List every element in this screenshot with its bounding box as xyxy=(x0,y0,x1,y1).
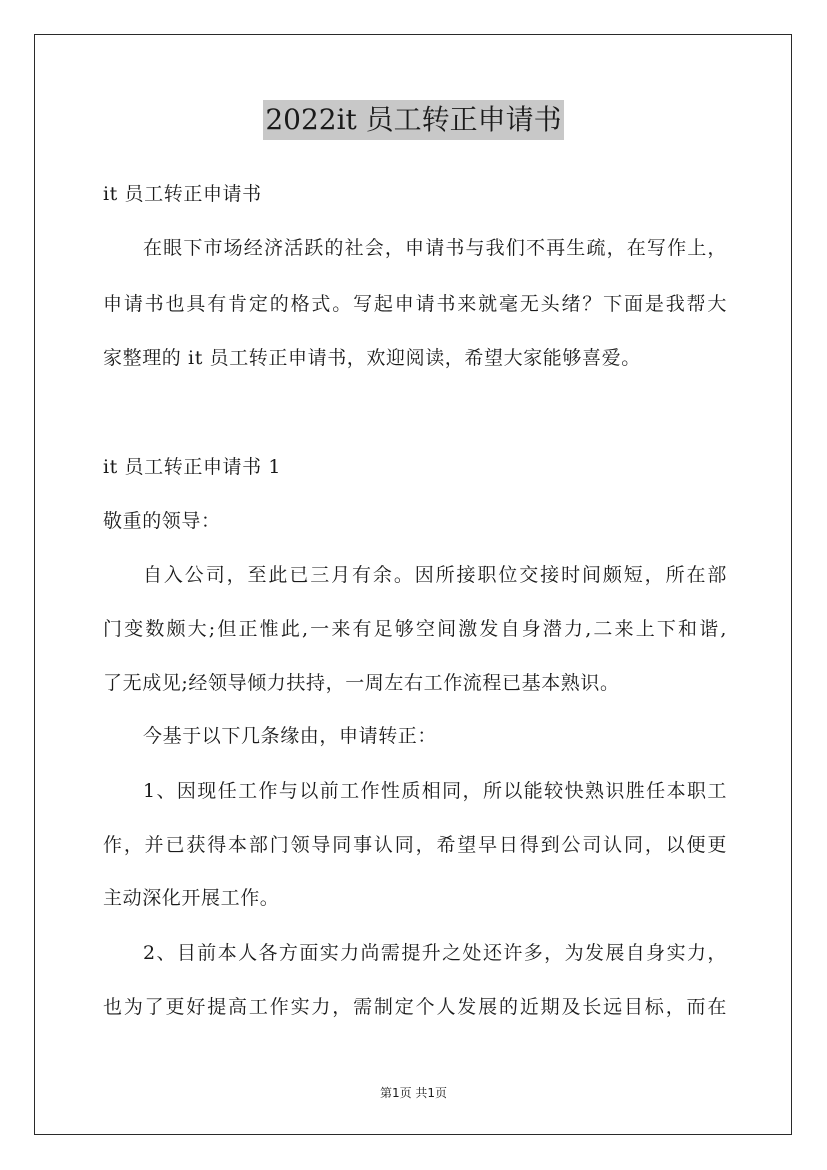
paragraph-line: 作，并已获得本部门领导同事认同，希望早日得到公司认同，以便更 xyxy=(103,834,727,856)
paragraph-line: 申请书也具有肯定的格式。写起申请书来就毫无头绪？下面是我帮大 xyxy=(103,293,727,315)
section-heading: it 员工转正申请书 1 xyxy=(103,456,282,478)
paragraph-line: 家整理的 it 员工转正申请书，欢迎阅读，希望大家能够喜爱。 xyxy=(103,347,641,369)
paragraph-line: 2、目前本人各方面实力尚需提升之处还许多，为发展自身实力， xyxy=(143,942,727,964)
paragraph-line: 今基于以下几条缘由，申请转正： xyxy=(143,725,438,747)
intro-heading: it 员工转正申请书 xyxy=(103,183,262,205)
paragraph-line: 1、因现任工作与以前工作性质相同，所以能较快熟识胜任本职工 xyxy=(143,780,727,802)
page-footer: 第1页 共1页 xyxy=(379,1086,448,1100)
title-container xyxy=(0,100,827,140)
paragraph-line: 门变数颇大;但正惟此,一来有足够空间激发自身潜力,二来上下和谐, xyxy=(103,618,727,640)
paragraph-line: 了无成见;经领导倾力扶持，一周左右工作流程已基本熟识。 xyxy=(103,672,620,694)
paragraph-line: 主动深化开展工作。 xyxy=(103,887,280,909)
paragraph-line: 在眼下市场经济活跃的社会，申请书与我们不再生疏，在写作上， xyxy=(143,237,727,259)
paragraph-line: 自入公司，至此已三月有余。因所接职位交接时间颇短，所在部 xyxy=(143,564,727,586)
document-title: 2022it 员工转正申请书 xyxy=(263,100,563,140)
paragraph-line: 也为了更好提高工作实力，需制定个人发展的近期及长远目标，而在 xyxy=(103,996,727,1018)
salutation: 敬重的领导： xyxy=(103,510,221,532)
